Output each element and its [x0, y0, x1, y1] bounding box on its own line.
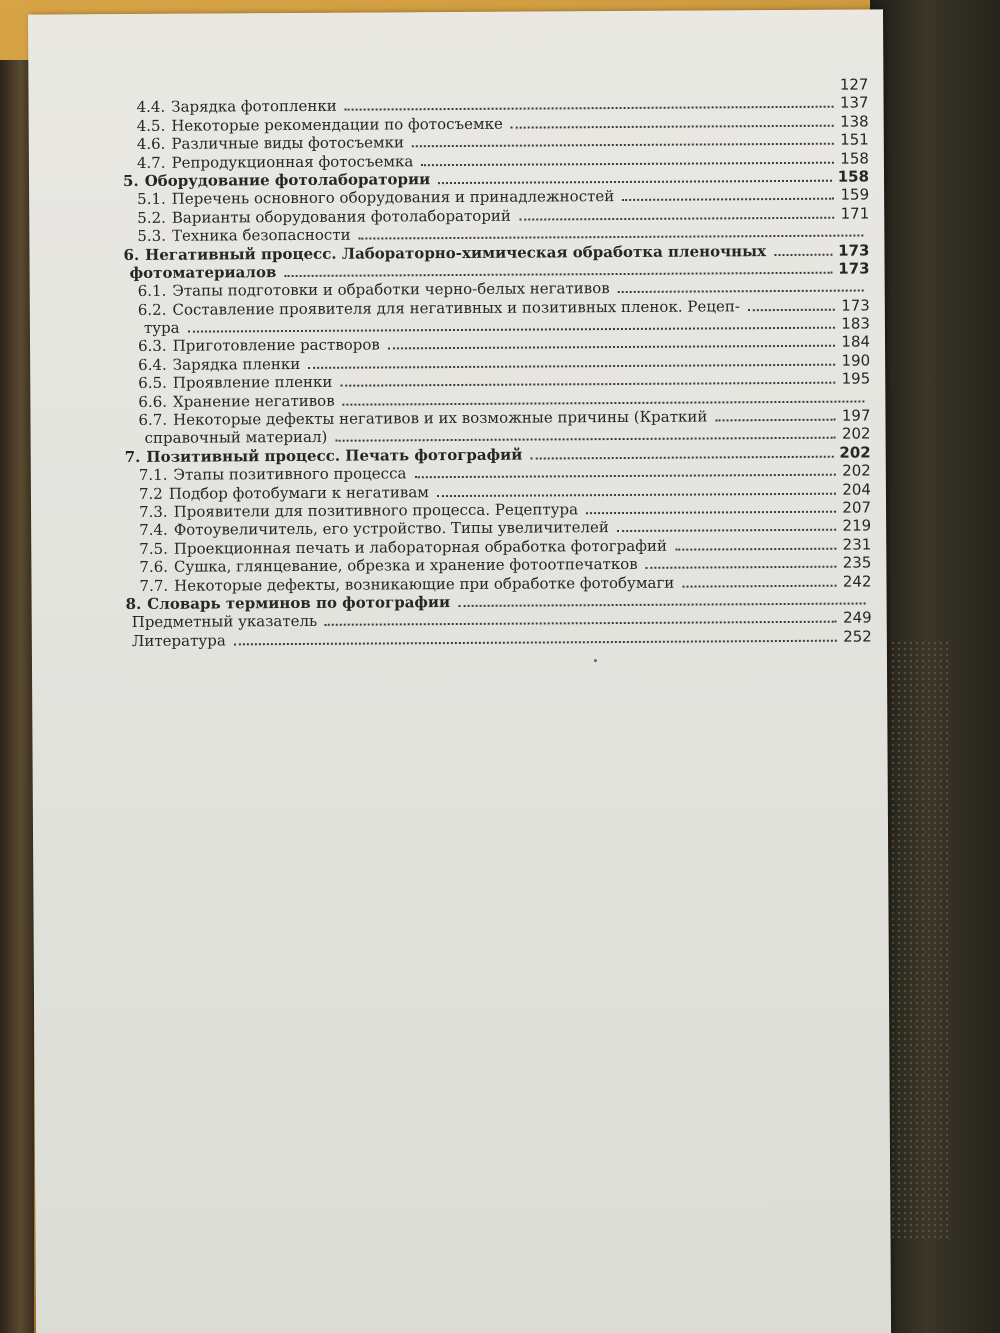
toc-page-number: 173	[838, 259, 870, 278]
toc-page-number: 183	[841, 314, 870, 333]
toc-page-number: 195	[841, 369, 871, 388]
toc-section-title: Словарь терминов по фотографии	[147, 592, 451, 613]
toc-section-title: Некоторые рекомендации по фотосъемке	[171, 114, 503, 135]
toc-section-title: Зарядка пленки	[172, 354, 301, 374]
toc-section-title: Некоторые дефекты, возникающие при обработке фотобумаги	[174, 573, 675, 595]
toc-section-number: 7.4.	[139, 521, 168, 540]
toc-section-number: 5.2.	[137, 208, 166, 227]
toc-section-number: 5.	[122, 171, 139, 190]
toc-section-number: 6.5.	[138, 374, 167, 393]
toc-section-number: 6.6.	[138, 392, 168, 411]
toc-page-number: 151	[840, 130, 869, 149]
toc-section-number: 7.6.	[139, 557, 169, 577]
toc-section-title: Проявители для позитивного процесса. Рецептура	[173, 500, 579, 521]
toc-page-number: 138	[839, 112, 869, 131]
toc-section-title: Зарядка фотопленки	[171, 97, 337, 117]
toc-page-number: 231	[842, 535, 872, 554]
toc-leader-dots	[530, 456, 833, 460]
toc-page-number: 204	[842, 480, 871, 499]
toc-page-number: 158	[837, 167, 870, 186]
toc-leader-dots	[617, 529, 837, 532]
toc-leader-dots	[458, 602, 865, 606]
toc-section-title: Фотоувеличитель, его устройство. Типы увеличителей	[173, 518, 609, 540]
toc-page-number: 190	[841, 351, 871, 370]
toc-leader-dots	[675, 547, 837, 550]
toc-section-number: 7.2	[138, 484, 163, 503]
toc-page-number: 242	[842, 572, 872, 591]
toc-section-number: 4.7.	[136, 153, 166, 172]
toc-section-title: фотоматериалов	[129, 263, 277, 282]
toc-leader-dots	[437, 492, 836, 496]
toc-leader-dots	[421, 161, 834, 166]
toc-leader-dots	[325, 621, 837, 626]
toc-leader-dots	[646, 566, 837, 569]
toc-leader-dots	[774, 253, 832, 255]
toc-page-number: 219	[842, 516, 872, 536]
toc-page-number: 202	[839, 443, 871, 462]
toc-section-number: 6.1.	[137, 282, 167, 301]
toc-section-title: Различные виды фотосъемки	[171, 133, 405, 153]
toc-page-number: 202	[842, 461, 871, 480]
toc-section-number: 7.	[124, 447, 141, 466]
toc-page-number: 249	[843, 608, 872, 627]
toc-leader-dots	[308, 364, 835, 369]
toc-section-number: 4.6.	[136, 134, 166, 154]
toc-leader-dots	[682, 584, 837, 587]
toc-section-title: Варианты оборудования фотолабораторий	[171, 206, 511, 227]
toc-leader-dots	[340, 382, 835, 387]
toc-section-title: Негативный процесс. Лабораторно-химическая обработка пленочных	[145, 241, 767, 264]
toc-page-number: 173	[838, 240, 870, 260]
toc-page-number: 127	[839, 75, 869, 94]
toc-page-number: 173	[841, 296, 870, 315]
toc-section-number: 7.3.	[138, 502, 168, 521]
toc-section-title: справочный материал)	[144, 428, 328, 448]
toc-section-title: Сушка, глянцевание, обрезка и хранение фотоотпечатков	[173, 555, 638, 576]
toc-page-number: 235	[842, 553, 872, 572]
toc-section-number: 6.4.	[138, 355, 167, 374]
toc-section-number: 7.1.	[138, 465, 168, 485]
toc-section-number: 5.1.	[137, 190, 166, 209]
print-speck	[594, 659, 597, 662]
toc-leader-dots	[188, 327, 836, 333]
toc-section-title: Хранение негативов	[172, 391, 335, 411]
toc-page-number: 158	[840, 149, 869, 168]
toc-section-title: тура	[143, 318, 180, 337]
toc-section-title: Этапы позитивного процесса	[173, 464, 407, 484]
table-of-contents	[122, 75, 871, 650]
toc-section-title: Некоторые дефекты негативов и их возможные причины (Краткий	[173, 407, 708, 429]
toc-leader-dots	[284, 272, 832, 277]
toc-leader-dots	[748, 308, 835, 311]
toc-section-number: 4.5.	[136, 116, 166, 135]
toc-leader-dots	[511, 124, 834, 128]
toc-leader-dots	[414, 474, 836, 479]
toc-section-title: Проекционная печать и лабораторная обработка фотографий	[173, 536, 667, 558]
toc-leader-dots	[388, 345, 836, 350]
toc-section-title: Литература	[131, 631, 226, 650]
toc-section-number: 6.3.	[137, 337, 167, 356]
toc-leader-dots	[335, 437, 836, 442]
toc-section-title: Репродукционная фотосъемка	[171, 151, 414, 172]
toc-section-title: Техника безопасности	[171, 225, 351, 245]
toc-section-number: 4.4.	[136, 98, 166, 117]
toc-section-number: 6.2.	[137, 300, 167, 319]
toc-leader-dots	[586, 511, 836, 515]
toc-leader-dots	[345, 106, 834, 111]
toc-section-number: 7.7.	[139, 576, 169, 595]
toc-page-number: 207	[842, 498, 872, 517]
toc-section-number: 6.7.	[138, 410, 168, 429]
toc-leader-dots	[359, 235, 864, 240]
toc-page-number: 137	[839, 93, 869, 113]
toc-section-title: Перечень основного оборудования и принадлежностей	[171, 187, 615, 209]
toc-leader-dots	[234, 639, 837, 645]
toc-section-title: Проявление пленки	[172, 373, 333, 392]
toc-page-number: 197	[841, 406, 871, 425]
toc-page-number: 252	[843, 627, 872, 646]
toc-section-title: Подбор фотобумаги к негативам	[168, 482, 430, 503]
toc-leader-dots	[715, 419, 835, 422]
toc-section-number: 5.3.	[137, 226, 167, 246]
toc-section-title: Позитивный процесс. Печать фотографий	[146, 445, 523, 466]
toc-page-number: 159	[840, 185, 870, 204]
toc-leader-dots	[618, 290, 864, 294]
toc-section-title: Этапы подготовки и обработки черно-белых негативов	[172, 279, 610, 301]
toc-section-number: 7.5.	[139, 539, 168, 558]
toc-section-number: 8.	[125, 594, 142, 613]
toc-section-title: Предметный указатель	[131, 612, 318, 632]
toc-page-number: 184	[841, 332, 871, 352]
toc-section-title: Составление проявителя для негативных и позитивных пленок. Рецеп-	[172, 296, 740, 319]
toc-leader-dots	[622, 198, 834, 201]
cover-texture	[890, 640, 950, 1240]
toc-section-title: Оборудование фотолаборатории	[144, 170, 431, 190]
toc-leader-dots	[412, 143, 834, 148]
toc-leader-dots	[343, 400, 865, 405]
toc-leader-dots	[519, 216, 835, 220]
toc-page-number: 171	[840, 204, 870, 223]
toc-section-title: Приготовление растворов	[172, 335, 380, 356]
toc-leader-dots	[438, 180, 831, 184]
toc-page-number: 202	[841, 424, 871, 444]
toc-section-number: 6.	[123, 245, 140, 264]
book-page	[28, 9, 891, 1333]
